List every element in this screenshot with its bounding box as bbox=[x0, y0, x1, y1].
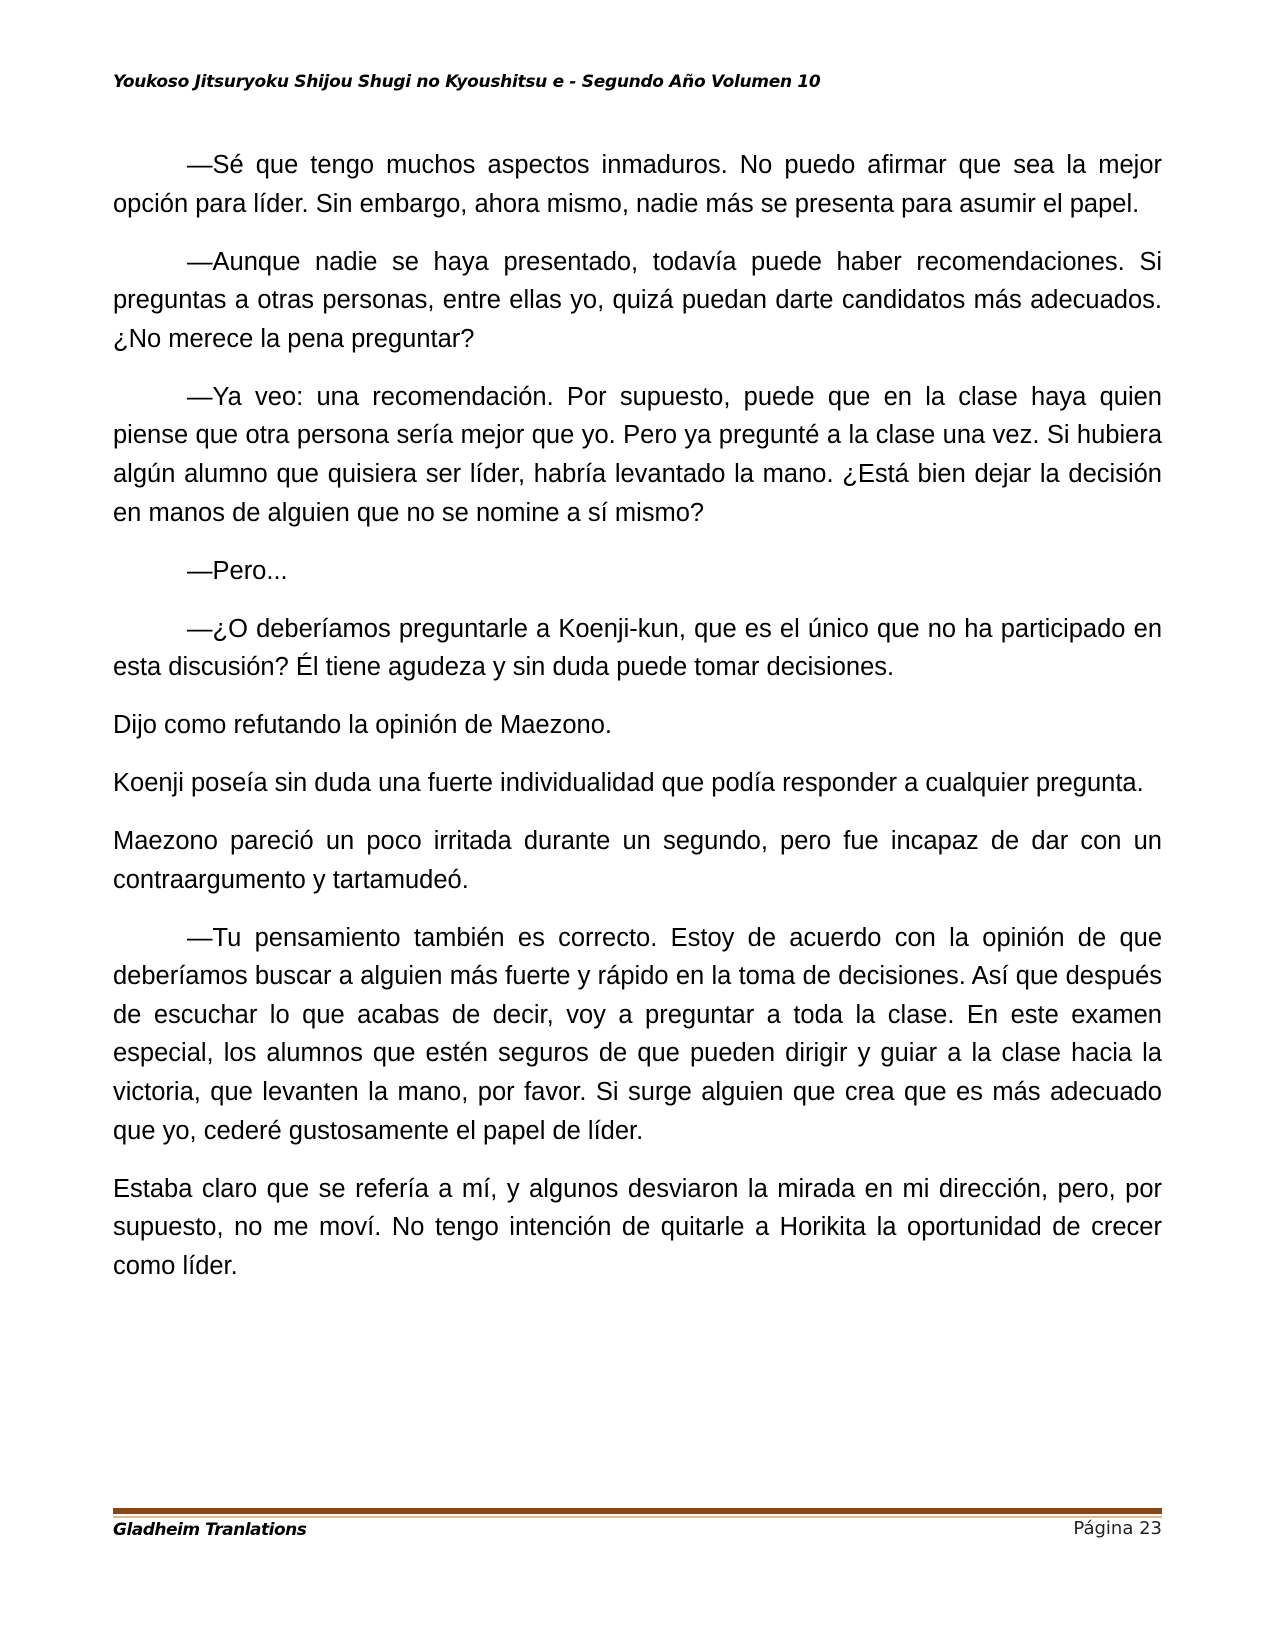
paragraph: —Sé que tengo muchos aspectos inmaduros. No puedo afirmar que sea la mejor opción para líder. Sin embargo, ahora mismo, nadie más se presenta para asumir el papel. bbox=[113, 151, 1162, 218]
document-body bbox=[113, 146, 1162, 1305]
paragraph: Dijo como refutando la opinión de Maezono. bbox=[113, 711, 612, 740]
paragraph: —Tu pensamiento también es correcto. Estoy de acuerdo con la opinión de que deberíamos buscar a alguien más fuerte y rápido en la toma de decisiones. Así que después de escuchar lo que acabas de decir, voy a preguntar a toda la clase. En este examen especial, los alumnos que estén seguros de que pueden dirigir y guiar a la clase hacia la victoria, que levanten la mano, por favor. Si surge alguien que crea que es más adecuado que yo, cederé gustosamente el papel de líder. bbox=[113, 923, 1162, 1145]
page-number: Página 23 bbox=[1073, 1518, 1162, 1539]
paragraph: Estaba claro que se refería a mí, y algunos desviaron la mirada en mi dirección, pero, por supuesto, no me moví. No tengo intención de quitarle a Horikita la oportunidad de crecer como líder. bbox=[113, 1174, 1162, 1280]
footer-rule-thick bbox=[113, 1508, 1162, 1514]
footer-publisher: Gladheim Tranlations bbox=[113, 1520, 307, 1540]
paragraph: —¿O deberíamos preguntarle a Koenji-kun, que es el único que no ha participado en esta discusión? Él tiene agudeza y sin duda puede tomar decisiones. bbox=[113, 614, 1162, 682]
running-header: Youkoso Jitsuryoku Shijou Shugi no Kyoushitsu e - Segundo Año Volumen 10 bbox=[113, 72, 821, 92]
paragraph: Koenji poseía sin duda una fuerte individualidad que podía responder a cualquier pregunta. bbox=[113, 769, 1144, 798]
paragraph: —Ya veo: una recomendación. Por supuesto, puede que en la clase haya quien piense que otra persona sería mejor que yo. Pero ya pregunté a la clase una vez. Si hubiera algún alumno que quisiera ser líder, habría levantado la mano. ¿Está bien dejar la decisión en manos de alguien que no se nomine a sí mismo? bbox=[113, 382, 1162, 527]
paragraph: —Pero... bbox=[187, 556, 288, 585]
paragraph: Maezono pareció un poco irritada durante un segundo, pero fue incapaz de dar con un contraargumento y tartamudeó. bbox=[113, 827, 1162, 894]
footer-rule-thin bbox=[113, 1516, 1162, 1518]
paragraph: —Aunque nadie se haya presentado, todavía puede haber recomendaciones. Si preguntas a otras personas, entre ellas yo, quizá puedan darte candidatos más adecuados. ¿No merece la pena preguntar? bbox=[113, 247, 1162, 353]
